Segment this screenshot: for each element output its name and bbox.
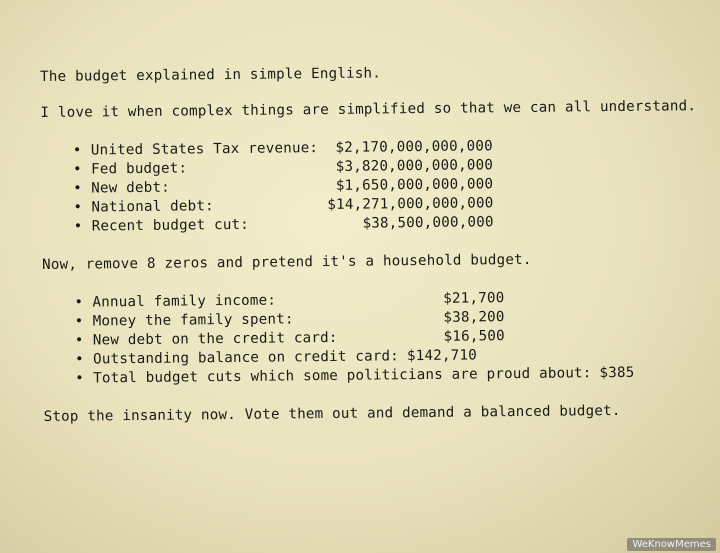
item-amount: $385 — [599, 364, 635, 382]
document-body — [40, 61, 714, 427]
item-label: Annual family income: — [92, 292, 277, 311]
bullet-icon: • — [73, 180, 83, 197]
household-budget-list — [42, 287, 713, 389]
item-label: Recent budget cut: — [91, 216, 250, 235]
bullet-icon: • — [74, 313, 84, 330]
bullet-icon: • — [75, 370, 85, 387]
household-intro: Now, remove 8 zeros and pretend it's a household budget. — [41, 251, 532, 273]
item-label: New debt on the credit card: — [92, 329, 338, 349]
item-amount: $38,500,000,000 — [362, 214, 494, 232]
item-label: Outstanding balance on credit card: — [92, 348, 400, 368]
watermark-logo: WeKnowMemes — [627, 538, 716, 551]
bullet-icon: • — [74, 332, 84, 349]
item-amount: $38,200 — [443, 309, 505, 326]
item-label: Fed budget: — [90, 160, 188, 178]
bullet-icon: • — [74, 294, 84, 311]
item-label: Money the family spent: — [92, 311, 294, 330]
bullet-icon: • — [73, 218, 83, 235]
bullet-icon: • — [72, 161, 82, 178]
item-amount: $1,650,000,000,000 — [335, 176, 494, 194]
closing-paragraph: Stop the insanity now. Vote them out and demand a balanced budget. — [43, 402, 621, 425]
document-title: The budget explained in simple English. — [40, 65, 382, 85]
bullet-icon: • — [72, 142, 82, 159]
item-label: National debt: — [91, 198, 214, 216]
intro-paragraph: I love it when complex things are simplified so that we can all understand. — [40, 98, 697, 121]
item-amount: $16,500 — [443, 328, 505, 345]
item-label: United States Tax revenue: — [90, 140, 319, 159]
item-amount: $3,820,000,000,000 — [335, 157, 494, 175]
item-label: Total budget cuts which some politicians are proud about: — [93, 365, 592, 387]
item-amount: $2,170,000,000,000 — [335, 138, 493, 156]
federal-budget-list — [41, 135, 712, 237]
item-amount: $142,710 — [406, 347, 478, 365]
item-amount: $14,271,000,000,000 — [327, 195, 494, 213]
item-label: New debt: — [91, 179, 171, 197]
bullet-icon: • — [74, 351, 84, 368]
bullet-icon: • — [73, 199, 83, 216]
item-amount: $21,700 — [443, 290, 505, 307]
